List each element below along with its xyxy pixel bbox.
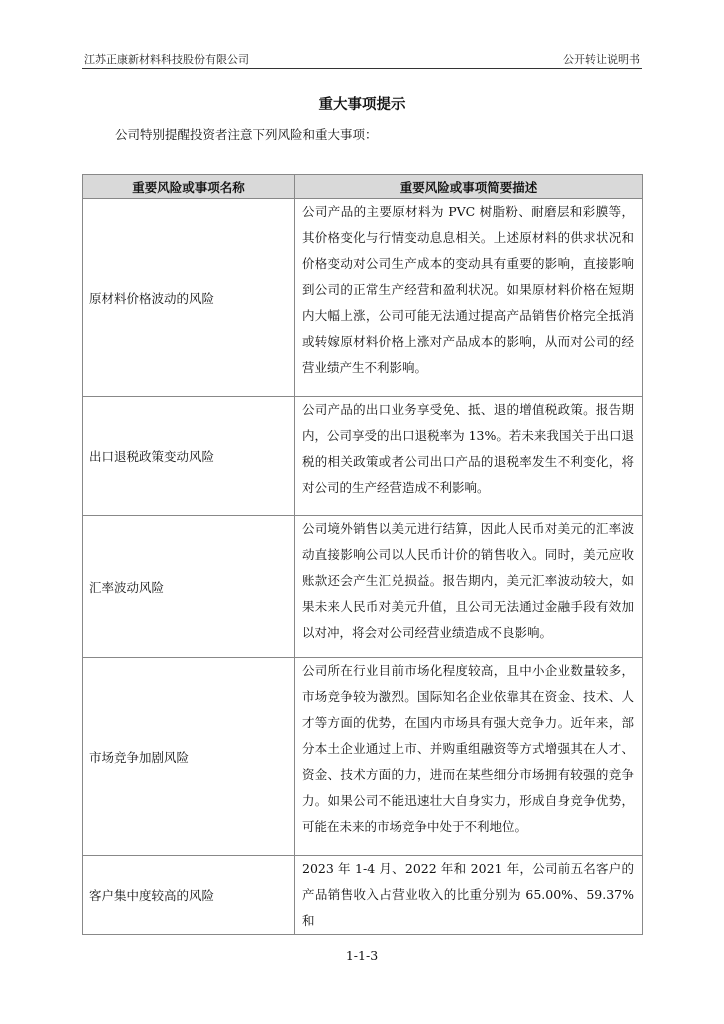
table-row xyxy=(83,856,643,935)
header-document-type: 公开转让说明书 xyxy=(563,53,640,66)
page-title: 重大事项提示 xyxy=(318,97,406,113)
risk-name: 客户集中度较高的风险 xyxy=(83,856,295,935)
column-header-name: 重要风险或事项名称 xyxy=(83,175,295,199)
risk-description: 公司产品的出口业务享受免、抵、退的增值税政策。报告期内，公司享受的出口退税率为 13%。若未来我国关于出口退税的相关政策或者公司出口产品的退税率发生不利变化，将对公司的生产经营造成不利影响。 xyxy=(295,397,643,516)
risk-description: 2023 年 1-4 月、2022 年和 2021 年，公司前五名客户的产品销售收入占营业收入的比重分别为 65.00%、59.37%和 xyxy=(295,856,643,935)
risk-description: 公司产品的主要原材料为 PVC 树脂粉、耐磨层和彩膜等，其价格变化与行情变动息息相关。上述原材料的供求状况和价格变动对公司生产成本的变动具有重要的影响，直接影响到公司的正常生产经营和盈利状况。如果原材料价格在短期内大幅上涨，公司可能无法通过提高产品销售价格完全抵消或转嫁原材料价格上涨对产品成本的影响，从而对公司的经营业绩产生不利影响。 xyxy=(295,199,643,397)
risk-table xyxy=(82,174,643,935)
risk-description: 公司所在行业目前市场化程度较高，且中小企业数量较多，市场竞争较为激烈。国际知名企业依靠其在资金、技术、人才等方面的优势，在国内市场具有强大竞争力。近年来，部分本土企业通过上市、并购重组融资等方式增强其在人才、资金、技术方面的力，进而在某些细分市场拥有较强的竞争力。如果公司不能迅速壮大自身实力，形成自身竞争优势，可能在未来的市场竞争中处于不利地位。 xyxy=(295,658,643,856)
risk-description: 公司境外销售以美元进行结算，因此人民币对美元的汇率波动直接影响公司以人民币计价的销售收入。同时，美元应收账款还会产生汇兑损益。报告期内，美元汇率波动较大，如果未来人民币对美元升值，且公司无法通过金融手段有效加以对冲，将会对公司经营业绩造成不良影响。 xyxy=(295,516,643,658)
table-row xyxy=(83,397,643,516)
table-row xyxy=(83,658,643,856)
table-row xyxy=(83,199,643,397)
column-header-description: 重要风险或事项简要描述 xyxy=(295,175,643,199)
intro-paragraph: 公司特别提醒投资者注意下列风险和重大事项： xyxy=(115,127,378,142)
table-row xyxy=(83,516,643,658)
table-header-row xyxy=(83,175,643,199)
page-header xyxy=(82,48,642,69)
risk-name: 原材料价格波动的风险 xyxy=(83,199,295,397)
risk-name: 市场竞争加剧风险 xyxy=(83,658,295,856)
page-number: 1-1-3 xyxy=(345,948,379,963)
risk-name: 汇率波动风险 xyxy=(83,516,295,658)
header-company-name: 江苏正康新材料科技股份有限公司 xyxy=(84,53,249,66)
risk-name: 出口退税政策变动风险 xyxy=(83,397,295,516)
